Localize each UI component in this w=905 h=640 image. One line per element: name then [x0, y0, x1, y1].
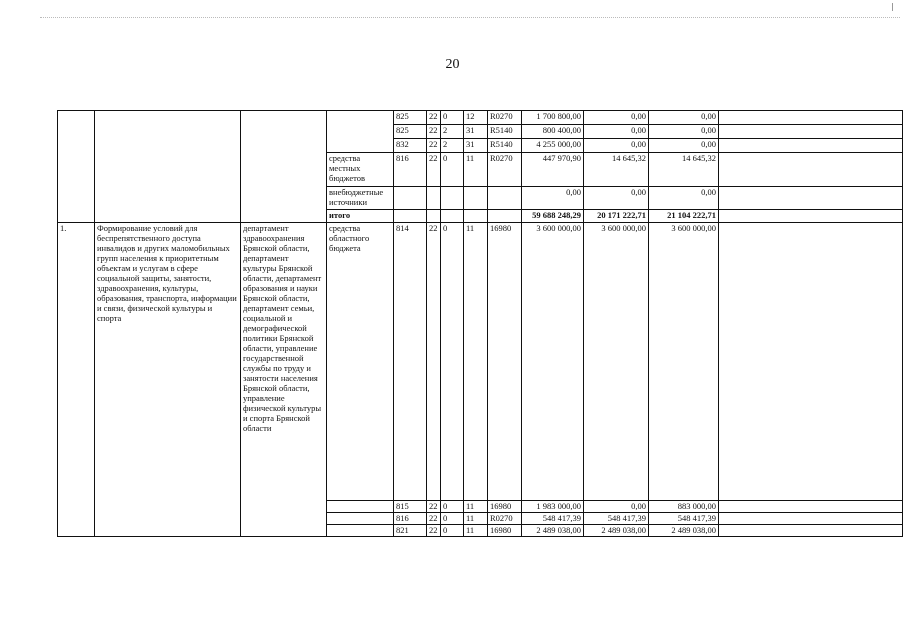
value-cell: 1 983 000,00 [522, 501, 584, 513]
extra-cell [719, 223, 903, 501]
extra-cell [719, 125, 903, 139]
csr1-cell: 11 [464, 525, 488, 537]
csr1-cell [464, 210, 488, 223]
value-cell: 3 600 000,00 [522, 223, 584, 501]
csr1-cell: 31 [464, 125, 488, 139]
value-cell: 2 489 038,00 [584, 525, 649, 537]
value-cell: 0,00 [649, 139, 719, 153]
value-cell: 14 645,32 [649, 153, 719, 187]
rz-cell [427, 187, 441, 210]
measure-executor: департамент здравоохранения Брянской области, департамент культуры Брянской области, департамент образования и науки Брянской области, департамент семьи, социальной и демографической политики Брянской области, управление государственной службы по труду и занятости населения Брянской области, управление физической культуры и спорта Брянской области [241, 223, 327, 537]
extra-cell [719, 139, 903, 153]
value-cell: 0,00 [584, 125, 649, 139]
scan-artifact-mark [892, 3, 893, 11]
value-cell: 0,00 [649, 111, 719, 125]
pr-cell: 0 [441, 111, 464, 125]
grbs-cell: 815 [394, 501, 427, 513]
grbs-cell: 816 [394, 153, 427, 187]
num-cell-empty [58, 111, 95, 223]
csr2-cell: R0270 [488, 513, 522, 525]
pr-cell: 2 [441, 125, 464, 139]
budget-table [57, 110, 903, 537]
csr1-cell: 12 [464, 111, 488, 125]
value-cell: 800 400,00 [522, 125, 584, 139]
rz-cell: 22 [427, 125, 441, 139]
value-cell: 548 417,39 [522, 513, 584, 525]
pr-cell: 0 [441, 223, 464, 501]
value-cell: 0,00 [649, 125, 719, 139]
pr-cell [441, 187, 464, 210]
csr1-cell: 11 [464, 513, 488, 525]
value-cell: 0,00 [584, 111, 649, 125]
value-cell: 2 489 038,00 [522, 525, 584, 537]
total-value: 20 171 222,71 [584, 210, 649, 223]
grbs-cell: 832 [394, 139, 427, 153]
name-cell-empty [95, 111, 241, 223]
extra-cell [719, 210, 903, 223]
table-row [58, 223, 903, 501]
rz-cell: 22 [427, 111, 441, 125]
source-cell: средства местных бюджетов [327, 153, 394, 187]
source-cell [327, 111, 394, 153]
pr-cell: 0 [441, 513, 464, 525]
grbs-cell: 821 [394, 525, 427, 537]
csr2-cell: 16980 [488, 525, 522, 537]
grbs-cell: 814 [394, 223, 427, 501]
value-cell: 3 600 000,00 [584, 223, 649, 501]
table-row [58, 111, 903, 125]
csr1-cell: 11 [464, 501, 488, 513]
extra-cell [719, 187, 903, 210]
grbs-cell [394, 187, 427, 210]
source-cell-empty [327, 525, 394, 537]
measure-number: 1. [58, 223, 95, 537]
value-cell: 447 970,90 [522, 153, 584, 187]
value-cell: 4 255 000,00 [522, 139, 584, 153]
rz-cell [427, 210, 441, 223]
value-cell: 0,00 [584, 187, 649, 210]
value-cell: 14 645,32 [584, 153, 649, 187]
extra-cell [719, 111, 903, 125]
total-value: 59 688 248,29 [522, 210, 584, 223]
csr2-cell [488, 210, 522, 223]
csr2-cell: R5140 [488, 139, 522, 153]
value-cell: 548 417,39 [584, 513, 649, 525]
pr-cell: 0 [441, 501, 464, 513]
pr-cell [441, 210, 464, 223]
source-cell-empty [327, 501, 394, 513]
rz-cell: 22 [427, 525, 441, 537]
csr2-cell: R0270 [488, 111, 522, 125]
rz-cell: 22 [427, 153, 441, 187]
value-cell: 3 600 000,00 [649, 223, 719, 501]
csr1-cell: 11 [464, 153, 488, 187]
value-cell: 548 417,39 [649, 513, 719, 525]
csr2-cell: R5140 [488, 125, 522, 139]
csr2-cell: 16980 [488, 223, 522, 501]
value-cell: 883 000,00 [649, 501, 719, 513]
csr1-cell: 11 [464, 223, 488, 501]
extra-cell [719, 153, 903, 187]
page-number: 20 [445, 57, 460, 72]
grbs-cell [394, 210, 427, 223]
value-cell: 0,00 [522, 187, 584, 210]
value-cell: 0,00 [584, 139, 649, 153]
measure-name: Формирование условий для беспрепятственного доступа инвалидов и других маломобильных групп населения к приоритетным объектам и услугам в сфере социальной защиты, занятости, здравоохранения, культуры, образования, транспорта, информации и связи, физической культуры и спорта [95, 223, 241, 537]
source-cell: внебюджетные источники [327, 187, 394, 210]
extra-cell [719, 525, 903, 537]
rz-cell: 22 [427, 501, 441, 513]
csr2-cell: R0270 [488, 153, 522, 187]
csr2-cell: 16980 [488, 501, 522, 513]
extra-cell [719, 501, 903, 513]
csr1-cell [464, 187, 488, 210]
source-cell: средства областного бюджета [327, 223, 394, 501]
pr-cell: 0 [441, 525, 464, 537]
grbs-cell: 825 [394, 125, 427, 139]
value-cell: 0,00 [649, 187, 719, 210]
rz-cell: 22 [427, 223, 441, 501]
pr-cell: 2 [441, 139, 464, 153]
value-cell: 2 489 038,00 [649, 525, 719, 537]
grbs-cell: 825 [394, 111, 427, 125]
source-cell-empty [327, 513, 394, 525]
extra-cell [719, 513, 903, 525]
grbs-cell: 816 [394, 513, 427, 525]
scan-artifact-line [40, 17, 900, 20]
rz-cell: 22 [427, 513, 441, 525]
rz-cell: 22 [427, 139, 441, 153]
total-value: 21 104 222,71 [649, 210, 719, 223]
csr2-cell [488, 187, 522, 210]
value-cell: 0,00 [584, 501, 649, 513]
pr-cell: 0 [441, 153, 464, 187]
csr1-cell: 31 [464, 139, 488, 153]
executor-cell-empty [241, 111, 327, 223]
total-label: итого [327, 210, 394, 223]
value-cell: 1 700 800,00 [522, 111, 584, 125]
